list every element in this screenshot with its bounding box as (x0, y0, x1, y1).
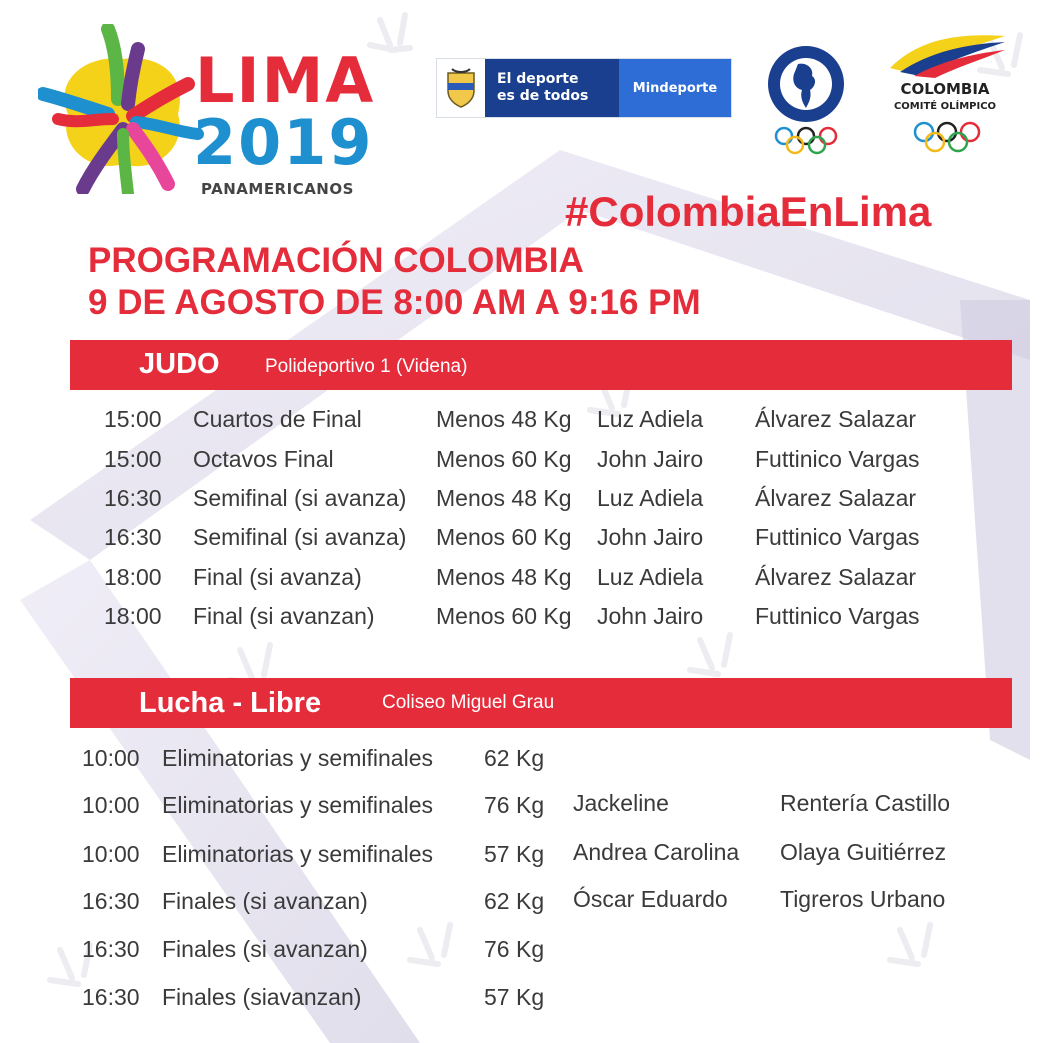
lima-word: LIMA (195, 44, 376, 117)
colombia-word: COLOMBIA (900, 80, 990, 98)
judo-round: Semifinal (si avanza) (193, 485, 407, 511)
lucha-round: Finales (siavanzan) (162, 984, 362, 1010)
judo-time: 15:00 (104, 406, 162, 432)
lucha-section-header (70, 678, 1012, 728)
lucha-time: 10:00 (82, 841, 140, 867)
judo-first-name: Luz Adiela (597, 406, 704, 432)
lima-year: 2019 (193, 106, 374, 179)
athlete-last-name: Tigreros Urbano (780, 886, 946, 912)
lucha-weight: 57 Kg (484, 841, 545, 867)
judo-last-name: Futtinico Vargas (755, 524, 920, 550)
athlete-first-name: Óscar Eduardo (573, 886, 728, 912)
judo-first-name: Luz Adiela (597, 564, 704, 590)
judo-last-name: Álvarez Salazar (755, 564, 917, 590)
mindeporte-label: Mindeporte (619, 59, 731, 117)
judo-last-name: Futtinico Vargas (755, 603, 920, 629)
judo-round: Final (si avanza) (193, 564, 362, 590)
judo-weight: Menos 60 Kg (436, 446, 572, 472)
lucha-time: 10:00 (82, 745, 140, 771)
judo-round: Octavos Final (193, 446, 334, 472)
lucha-round: Finales (si avanzan) (162, 888, 368, 914)
lucha-time: 16:30 (82, 936, 140, 962)
judo-first-name: John Jairo (597, 446, 704, 472)
judo-weight: Menos 48 Kg (436, 406, 572, 432)
judo-first-name: Luz Adiela (597, 485, 704, 511)
mindeporte-slogan (485, 59, 619, 117)
judo-title: JUDO (139, 348, 220, 380)
hashtag: #ColombiaEnLima (565, 188, 932, 235)
judo-time: 18:00 (104, 603, 162, 629)
athlete-last-name: Olaya Guitiérrez (780, 839, 947, 865)
judo-weight: Menos 48 Kg (436, 564, 572, 590)
judo-weight: Menos 48 Kg (436, 485, 572, 511)
panam-text (762, 44, 763, 45)
lucha-weight: 62 Kg (484, 888, 545, 914)
colombia-olympic-logo (880, 28, 1010, 158)
judo-venue: Polideportivo 1 (Videna) (265, 356, 468, 377)
lima-star-icon (38, 24, 208, 194)
colombia-flag-wave-icon (880, 28, 1010, 78)
lucha-round: Eliminatorias y semifinales (162, 792, 433, 818)
olympic-rings-icon (912, 120, 982, 154)
lucha-weight: 76 Kg (484, 936, 545, 962)
colombia-shield-icon (437, 59, 485, 117)
lucha-round: Eliminatorias y semifinales (162, 841, 433, 867)
judo-round: Semifinal (si avanza) (193, 524, 407, 550)
judo-round: Final (si avanzan) (193, 603, 375, 629)
lucha-time: 10:00 (82, 792, 140, 818)
date-line: 9 DE AGOSTO DE 8:00 AM A 9:16 PM (88, 283, 701, 322)
slogan-line-2: es de todos (497, 88, 589, 104)
judo-last-name: Álvarez Salazar (755, 485, 917, 511)
judo-weight: Menos 60 Kg (436, 524, 572, 550)
lima-2019-logo (38, 24, 376, 204)
judo-time: 15:00 (104, 446, 162, 472)
lucha-venue: Coliseo Miguel Grau (382, 692, 555, 713)
judo-first-name: John Jairo (597, 603, 704, 629)
lucha-weight: 57 Kg (484, 984, 545, 1010)
judo-weight: Menos 60 Kg (436, 603, 572, 629)
page-title: PROGRAMACIÓN COLOMBIA (88, 241, 584, 280)
lucha-round: Finales (si avanzan) (162, 936, 368, 962)
judo-round: Cuartos de Final (193, 406, 362, 432)
judo-time: 16:30 (104, 524, 162, 550)
lucha-round: Eliminatorias y semifinales (162, 745, 433, 771)
judo-last-name: Futtinico Vargas (755, 446, 920, 472)
lucha-weight: 76 Kg (484, 792, 545, 818)
colombia-subtitle: COMITÉ OLÍMPICO (893, 101, 997, 112)
lucha-weight: 62 Kg (484, 745, 545, 771)
athlete-last-name: Rentería Castillo (780, 790, 951, 816)
panam-globe-icon (762, 44, 850, 156)
judo-last-name: Álvarez Salazar (755, 406, 917, 432)
lima-subtitle: PANAMERICANOS (201, 180, 354, 198)
judo-time: 16:30 (104, 485, 162, 511)
athlete-first-name: Jackeline (573, 790, 669, 816)
lucha-title: Lucha - Libre (139, 687, 322, 719)
mindeporte-logo (436, 58, 732, 118)
slogan-line-1: El deporte (497, 71, 579, 87)
judo-first-name: John Jairo (597, 524, 704, 550)
lucha-time: 16:30 (82, 888, 140, 914)
panam-sports-logo (762, 44, 850, 156)
judo-section-header (70, 340, 1012, 390)
judo-time: 18:00 (104, 564, 162, 590)
athlete-first-name: Andrea Carolina (573, 839, 740, 865)
lucha-time: 16:30 (82, 984, 140, 1010)
